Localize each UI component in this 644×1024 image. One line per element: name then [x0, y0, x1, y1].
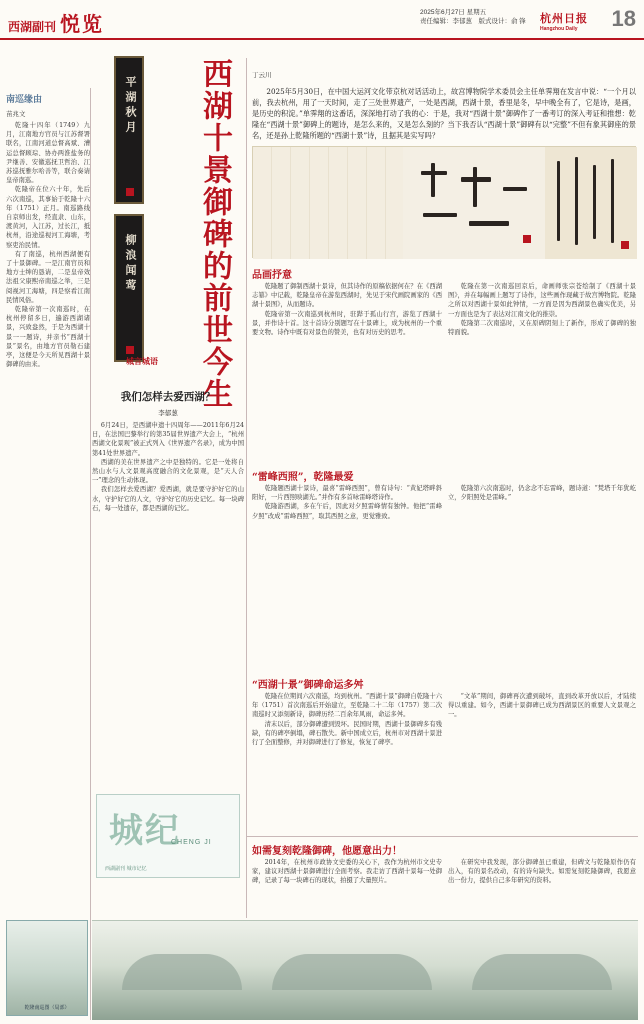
body-para: 乾隆第二次南巡时，又在原碑阴刻上了新作，形成了御碑的独特面貌。 [448, 319, 636, 337]
city-talk-article [92, 356, 244, 513]
section-2-body-cont [448, 484, 636, 502]
city-talk-para: 西湖的美在世界遗产之中是独特的。它是一处将自然山水与人文景观高度融合的文化景观，是“天人合一”理念的生动体现。 [92, 458, 244, 485]
body-para: 乾隆题西湖十景诗，最喜“雷峰西照”，曾有诗句：“黄妃塔畔斜阳好，一片西照映湖光。”并作有多首咏雷峰塔诗作。 [252, 485, 442, 502]
scroll-text: 柳浪闻莺 [124, 234, 137, 294]
scroll-liulang-wenying [114, 214, 144, 362]
left-article-author: 苗兆文 [6, 110, 26, 118]
left-para: 有了南巡，杭州西湖便有了十景御碑。一是江南官员和地方士绅的恳请，二是皇帝效法祖父康熙帝南巡之举，三是阅视河工海塘，四是察看江南民情风俗。 [6, 250, 90, 304]
section-2-body [252, 484, 442, 521]
scroll-text: 平湖秋月 [124, 76, 137, 136]
logo-characters: 城纪 [109, 811, 181, 851]
calligraphy-panel [253, 147, 403, 259]
calligraphy-image [252, 146, 636, 258]
intro [252, 86, 636, 141]
section-heading-1: 品画抒意 [252, 270, 292, 281]
calligraphy-panel [403, 147, 545, 259]
section-heading-3: “西湖十景”御碑命运多舛 [252, 680, 364, 691]
seal-mark [126, 346, 134, 354]
page-number: 18 [611, 6, 636, 31]
left-para: 乾隆十四年（1749）九月，江南地方官员与江苏督署联名，江南河道总督高斌、漕运总督顾琮、协办两淮盐务的尹继善、安徽巡抚卫哲治、江苏巡抚雅尔哈善等，联合奏请皇帝南巡。 [6, 122, 90, 185]
left-article-title: 南巡缘由 [6, 95, 43, 105]
body-para: 在研究中我发现，部分御碑虽已重建，但碑文与乾隆原作仍有出入，有的景名改动，有的诗句缺失。如需复刻乾隆御碑，我愿意出一份力，提供自己多年研究的资料。 [448, 859, 636, 885]
section-4-body-cont [448, 858, 636, 886]
byline: 丁云川 [252, 71, 272, 79]
section-1-body [252, 282, 442, 337]
left-para: 乾隆帝在位六十年，先后六次南巡，其事始于乾隆十六年（1751）正月。南巡路线自京师出发，经直隶、山东，渡黄河，入江苏，过长江，抵杭州，沿途巡视河工海塘，考察吏治民情。 [6, 186, 90, 249]
city-talk-title: 我们怎样去爱西湖？ [120, 391, 216, 403]
section-1-body-cont [448, 282, 636, 337]
city-talk-para: 6月24日，是西湖申遗十四周年——2011年6月24日，在法国巴黎举行的第35届世界遗产大会上，“杭州西湖文化景观”被正式列入《世界遗产名录》，成为中国第41处世界遗产。 [92, 422, 244, 457]
column-divider [90, 88, 91, 1020]
paper-en: Hangzhou Daily [540, 26, 578, 32]
body-para: 乾隆帝第一次南巡到杭州时，驻跸于孤山行宫，游览了西湖十景，并作诗十首。这十首诗分别题写在十景碑上，成为杭州的一个重要文物。诗作中既有对景色的赞美，也有对历史的思考。 [252, 310, 442, 337]
column-divider [246, 58, 247, 918]
body-para: 2014年，在杭州市政协文史委的关心下，我作为杭州市文史专家，建议对西湖十景御碑进行全面考察。我走访了西湖十景每一处御碑，记录了每一块碑石的现状，拍摄了大量照片。 [252, 859, 442, 885]
scroll-pinghu-qiuyue [114, 56, 144, 204]
logo-note: 西湖副刊 城市记忆 [105, 866, 147, 872]
west-lake-landscape-image [92, 920, 638, 1020]
cheng-ji-logo [96, 794, 240, 878]
editor-line: 责任编辑：李郁葱 版式设计：俞 锋 [420, 18, 526, 25]
section-brand: 悦览 [60, 12, 105, 36]
body-para: 乾隆游西湖，多在午后，因此对夕照雷峰情有独钟。他把“雷峰夕照”改成“雷峰西照”，取其西照之意，更觉雅致。 [252, 503, 442, 520]
body-para: 乾隆在位期间六次南巡，均到杭州。“西湖十景”御碑自乾隆十六年（1751）首次南巡后开始建立，至乾隆二十二年（1757）第二次南巡时又添刻新诗，御碑历经二百余年风雨，命运多舛。 [252, 693, 442, 719]
body-para: 乾隆题了御制西湖十景诗，但其诗作的原稿依据何在？在《西湖志纂》中记载，乾隆皇帝在游览西湖时，先见于宋代画院画家的《西湖十景图》，从而题诗。 [252, 283, 442, 309]
section-4-body [252, 858, 442, 886]
body-para: 乾隆在第一次南巡回京后，命画师张宗苍绘制了《西湖十景图》，并在每幅画上题写了诗作，这些画作现藏于故宫博物院。乾隆之所以对西湖十景如此钟情，一方面是因为西湖景色确实优美，另一方面也是为了表达对江南文化的推崇。 [448, 283, 636, 318]
left-para: 乾隆帝第一次南巡时，在杭州停留多日，遍游西湖诸景，兴致盎然，于是为西湖十景一一题诗，并亲书“西湖十景”景名，由地方官员勒石建亭，这便是今天所见西湖十景御碑的由来。 [6, 306, 90, 369]
section-name: 西湖副刊 [8, 20, 57, 34]
section-heading-2: “雷峰西照”，乾隆最爱 [252, 472, 354, 483]
body-para: 乾隆第六次南巡时，仍念念不忘雷峰，题诗道：“梵塔千年犹屹立，夕阳照处是雷峰。” [448, 485, 636, 502]
calligraphy-panel [545, 147, 637, 259]
section-label [8, 8, 104, 37]
body-para: “文革”期间，御碑再次遭到破坏，直到改革开放以后，才陆续得以重建。如今，西湖十景御碑已成为西湖景区的重要人文景观之一。 [448, 693, 636, 719]
main-headline: 西湖十景御碑的前世今生 [197, 58, 232, 410]
left-article [6, 92, 90, 1022]
page-header [0, 0, 644, 40]
date-line: 2025年6月27日 星期五 [420, 9, 487, 16]
section-3-body-cont [448, 692, 636, 720]
body-para: 清末以后，部分御碑遭到毁坏。民国时期，西湖十景御碑多有残缺，有的碑亭倒塌，碑石散失。新中国成立后，杭州市对西湖十景进行了全面整修，并对御碑进行了修复，恢复了碑亭。 [252, 720, 442, 747]
city-talk-para: 我们怎样去爱西湖？爱西湖，就是要守护好它的山水，守护好它的人文，守护好它的历史记忆。每一块碑石，每一处遗存，都是西湖的记忆。 [92, 486, 244, 512]
edition-info [420, 8, 526, 26]
section-divider [246, 836, 638, 837]
column-tag: 城言城语 [126, 356, 158, 366]
section-heading-4: 如需复刻乾隆御碑，他愿意出力！ [252, 846, 402, 857]
image-caption: 乾隆南巡图（局部） [24, 1005, 70, 1011]
section-3-body [252, 692, 442, 747]
seal-mark [126, 188, 134, 196]
intro-text: 2025年5月30日，在中国大运河文化带京杭对话活动上，故宫博物院学术委员会主任单霁翔在发言中说：“一个月以前，我去杭州，用了一天时间，走了三处世界遗产，一处是西湖，西湖十景，香里是冬，早中晚全有了，它是诗，是画，是历史的积淀。”单霁翔的这番话，深深地打动了我的心：于是，我对“西湖十景”御碑作了一番考订的深入考证和推想：乾隆在“西湖十景”御碑上的题诗，是怎么来的，又是怎么刻的？当下我否认“西湖十景”御碑有以“完整”不但有象其御座的景名，还是孙上乾隆所题的“西湖十景”诗，且据其是实写吗？ [252, 87, 636, 140]
paper-name: 杭州日报 [540, 12, 588, 25]
city-talk-author: 李郁葱 [158, 409, 178, 417]
logo-english: CHENG JI [171, 839, 212, 846]
southern-tour-image [6, 920, 88, 1016]
paper-logo [540, 10, 588, 32]
